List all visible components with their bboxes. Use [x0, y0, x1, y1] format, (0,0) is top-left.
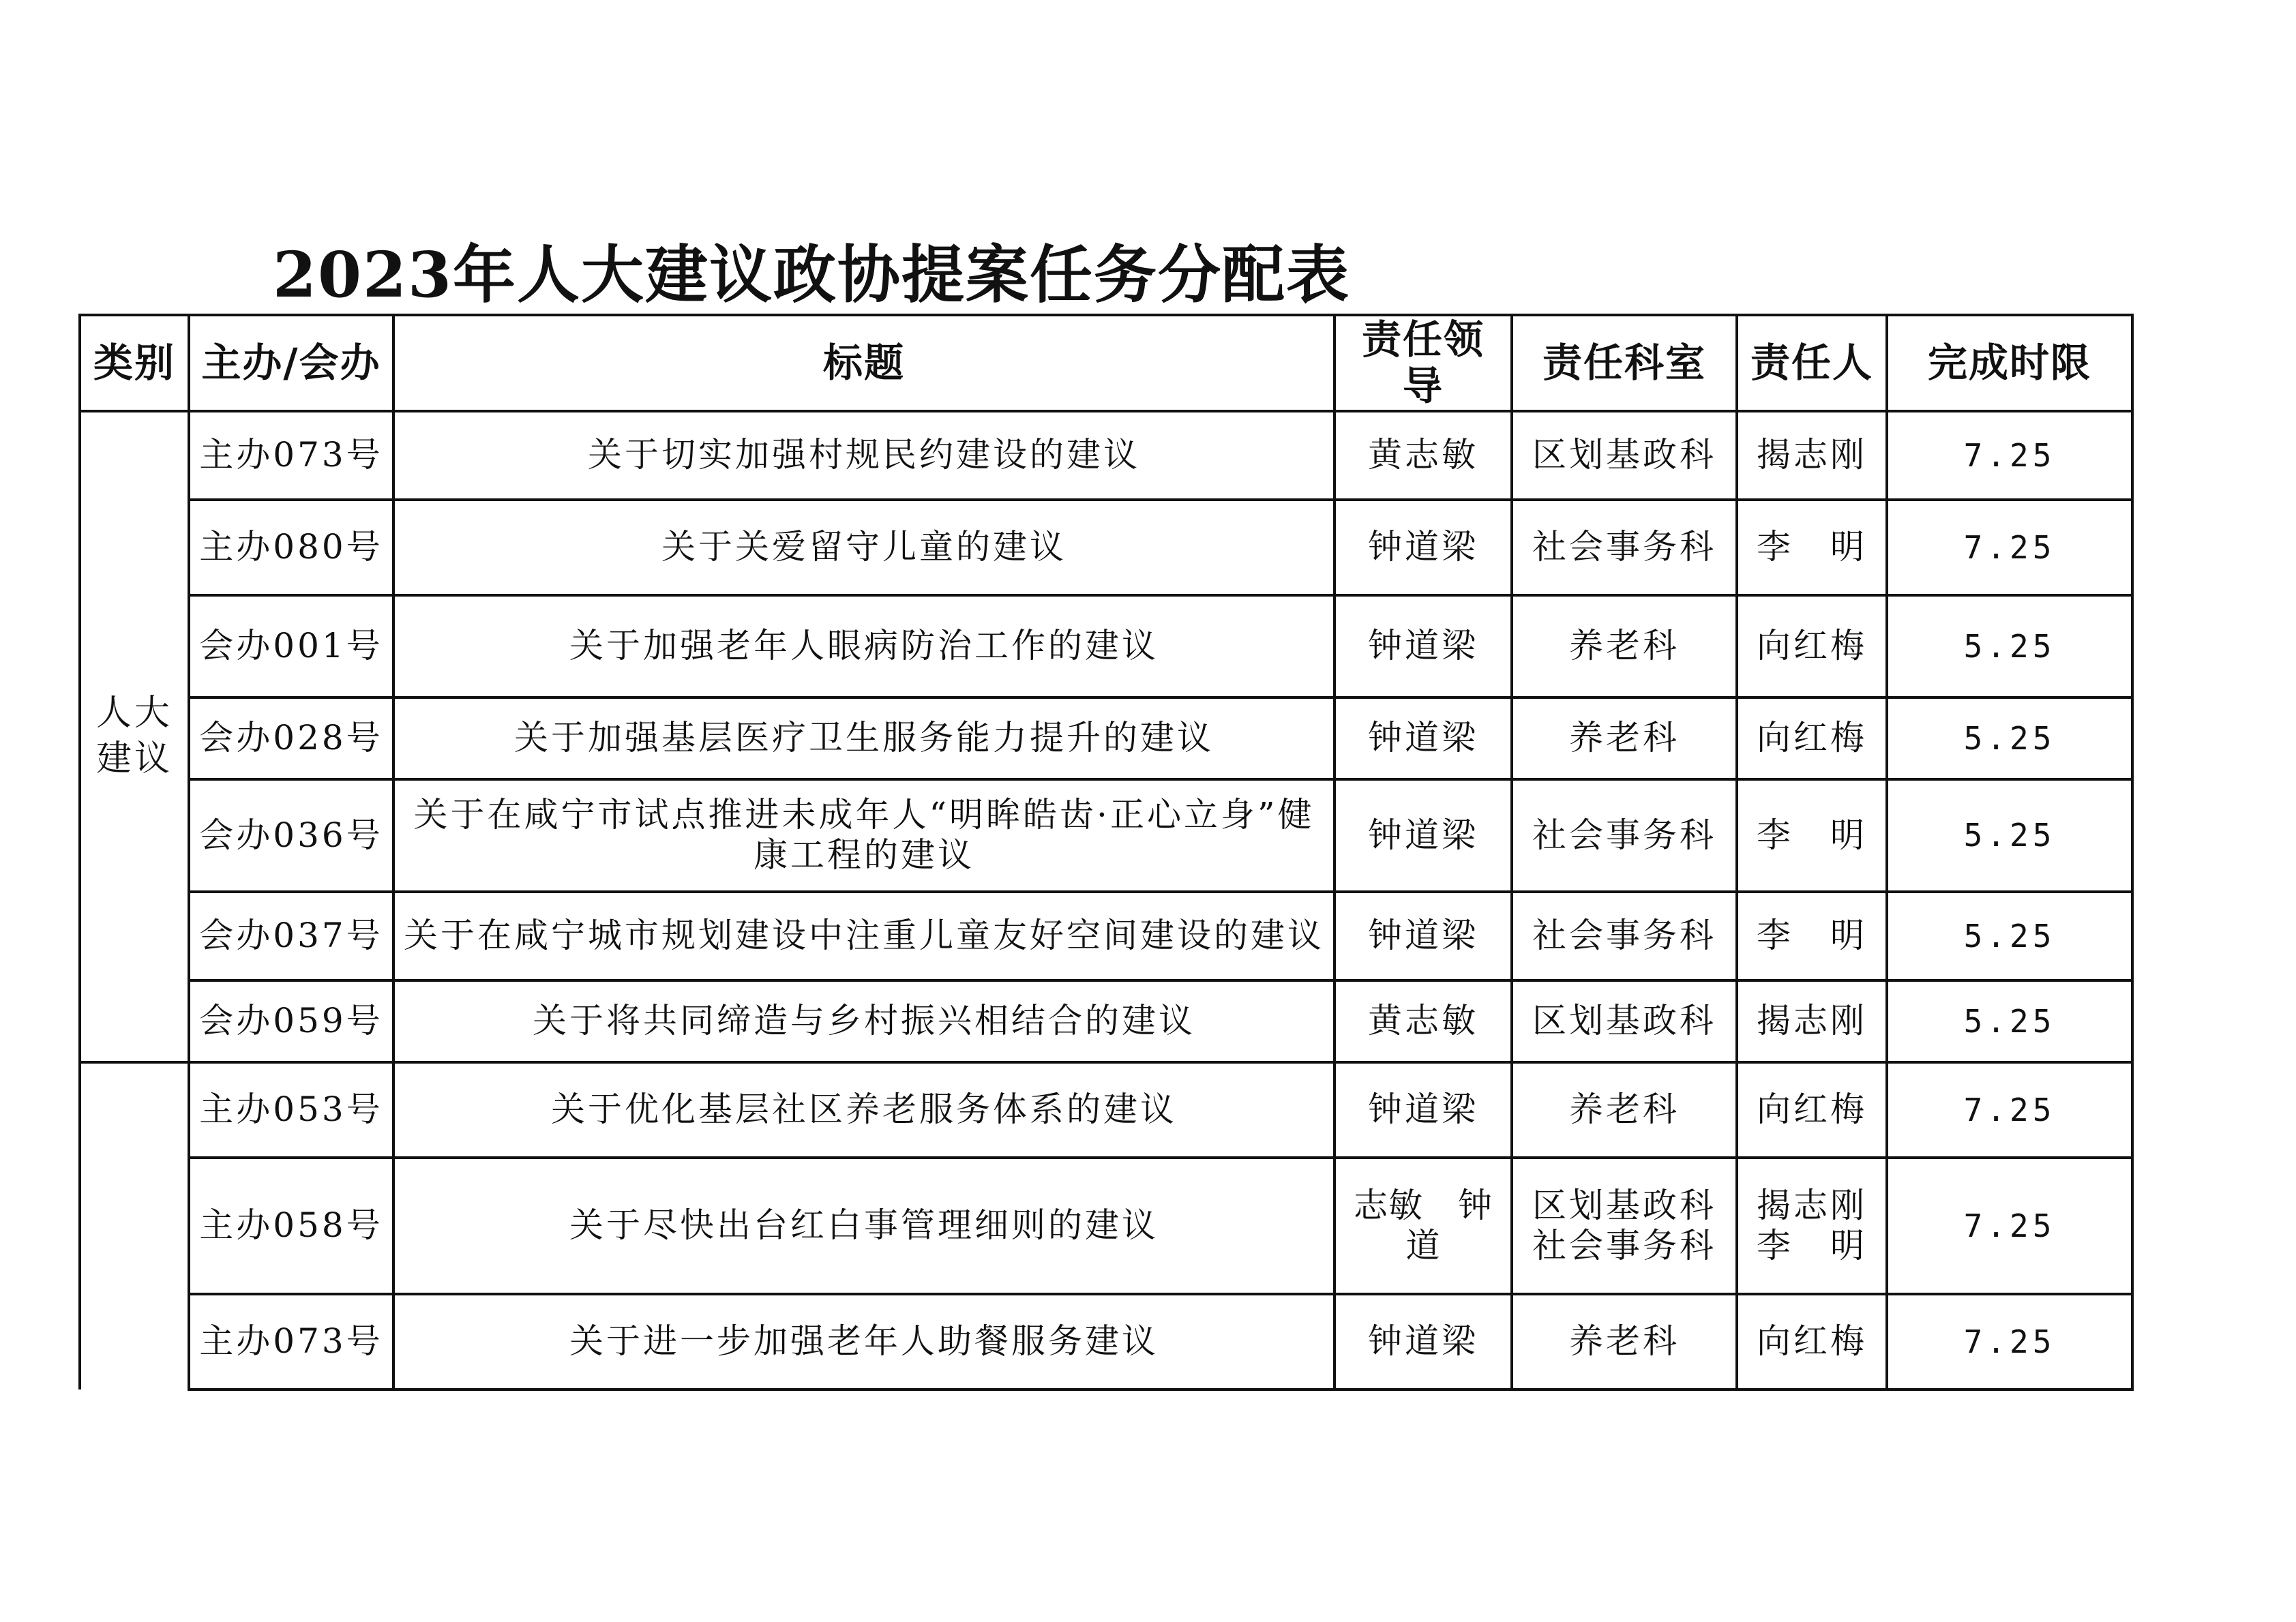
subject-cell: 关于优化基层社区养老服务体系的建议 [393, 1062, 1335, 1158]
person-cell: 李 明 [1737, 500, 1887, 595]
header-deadline: 完成时限 [1887, 315, 2132, 411]
document-title: 2023年人大建议政协提案任务分配表 [272, 238, 1351, 312]
header-leader: 责任领导 [1335, 315, 1512, 411]
table-row [80, 595, 2132, 697]
office-cell: 区划基政科 [1512, 980, 1737, 1062]
leader-cell: 黄志敏 [1335, 980, 1512, 1062]
subject-cell: 关于在咸宁城市规划建设中注重儿童友好空间建设的建议 [393, 892, 1335, 980]
header-person: 责任人 [1737, 315, 1887, 411]
leader-cell: 钟道梁 [1335, 697, 1512, 779]
subject-cell: 关于加强基层医疗卫生服务能力提升的建议 [393, 697, 1335, 779]
person-cell [1737, 1158, 1887, 1294]
office-line: 区划基政科 [1532, 1185, 1716, 1225]
subject-cell: 关于进一步加强老年人助餐服务建议 [393, 1294, 1335, 1390]
leader-cell: 钟道梁 [1335, 595, 1512, 697]
leader-cell: 钟道梁 [1335, 500, 1512, 595]
deadline-cell: 7.25 [1887, 1294, 2132, 1390]
leader-cell: 钟道梁 [1335, 892, 1512, 980]
host-cell: 主办058号 [189, 1158, 393, 1294]
office-line: 社会事务科 [1532, 1225, 1716, 1265]
table-row [80, 500, 2132, 595]
person-cell: 揭志刚 [1737, 411, 1887, 500]
person-cell: 向红梅 [1737, 697, 1887, 779]
leader-cell: 黄志敏 [1335, 411, 1512, 500]
office-cell: 社会事务科 [1512, 892, 1737, 980]
header-row [80, 315, 2132, 411]
table-row [80, 1062, 2132, 1158]
subject-cell: 关于切实加强村规民约建设的建议 [393, 411, 1335, 500]
header-category: 类别 [80, 315, 189, 411]
deadline-cell: 5.25 [1887, 779, 2132, 892]
table-row [80, 1294, 2132, 1390]
header-office: 责任科室 [1512, 315, 1737, 411]
office-cell [1512, 1158, 1737, 1294]
host-cell: 会办001号 [189, 595, 393, 697]
leader-cell: 钟道梁 [1335, 779, 1512, 892]
leader-cell: 志敏 钟道 [1335, 1158, 1512, 1294]
category-cell-empty [80, 1062, 189, 1390]
deadline-cell: 5.25 [1887, 892, 2132, 980]
deadline-cell: 7.25 [1887, 1062, 2132, 1158]
leader-cell: 钟道梁 [1335, 1294, 1512, 1390]
office-cell: 社会事务科 [1512, 779, 1737, 892]
header-host: 主办/会办 [189, 315, 393, 411]
deadline-cell: 5.25 [1887, 595, 2132, 697]
host-cell: 主办080号 [189, 500, 393, 595]
person-line: 李 明 [1757, 1225, 1867, 1265]
table-row [80, 697, 2132, 779]
deadline-cell: 5.25 [1887, 697, 2132, 779]
subject-cell: 关于加强老年人眼病防治工作的建议 [393, 595, 1335, 697]
person-cell: 李 明 [1737, 779, 1887, 892]
deadline-cell: 7.25 [1887, 1158, 2132, 1294]
subject-cell: 关于关爱留守儿童的建议 [393, 500, 1335, 595]
table-row [80, 411, 2132, 500]
subject-cell: 关于在咸宁市试点推进未成年人“明眸皓齿·正心立身”健康工程的建议 [393, 779, 1335, 892]
category-line: 建议 [95, 738, 173, 780]
category-line: 人大 [95, 692, 173, 734]
table-row [80, 779, 2132, 892]
subject-cell: 关于将共同缔造与乡村振兴相结合的建议 [393, 980, 1335, 1062]
host-cell: 主办073号 [189, 1294, 393, 1390]
office-cell: 养老科 [1512, 1062, 1737, 1158]
office-cell: 社会事务科 [1512, 500, 1737, 595]
person-cell: 向红梅 [1737, 1062, 1887, 1158]
deadline-cell: 7.25 [1887, 411, 2132, 500]
host-cell: 会办028号 [189, 697, 393, 779]
leader-cell: 钟道梁 [1335, 1062, 1512, 1158]
host-cell: 会办036号 [189, 779, 393, 892]
office-cell: 养老科 [1512, 1294, 1737, 1390]
table-row [80, 892, 2132, 980]
person-cell: 揭志刚 [1737, 980, 1887, 1062]
header-subject: 标题 [393, 315, 1335, 411]
table-row [80, 1158, 2132, 1294]
task-allocation-table [78, 314, 2134, 1391]
person-cell: 向红梅 [1737, 1294, 1887, 1390]
category-cell [80, 411, 189, 1062]
person-cell: 向红梅 [1737, 595, 1887, 697]
deadline-cell: 7.25 [1887, 500, 2132, 595]
person-line: 揭志刚 [1757, 1185, 1867, 1225]
office-cell: 养老科 [1512, 595, 1737, 697]
deadline-cell: 5.25 [1887, 980, 2132, 1062]
person-cell: 李 明 [1737, 892, 1887, 980]
host-cell: 会办059号 [189, 980, 393, 1062]
host-cell: 主办053号 [189, 1062, 393, 1158]
host-cell: 主办073号 [189, 411, 393, 500]
table-row [80, 980, 2132, 1062]
subject-cell: 关于尽快出台红白事管理细则的建议 [393, 1158, 1335, 1294]
host-cell: 会办037号 [189, 892, 393, 980]
office-cell: 养老科 [1512, 697, 1737, 779]
office-cell: 区划基政科 [1512, 411, 1737, 500]
